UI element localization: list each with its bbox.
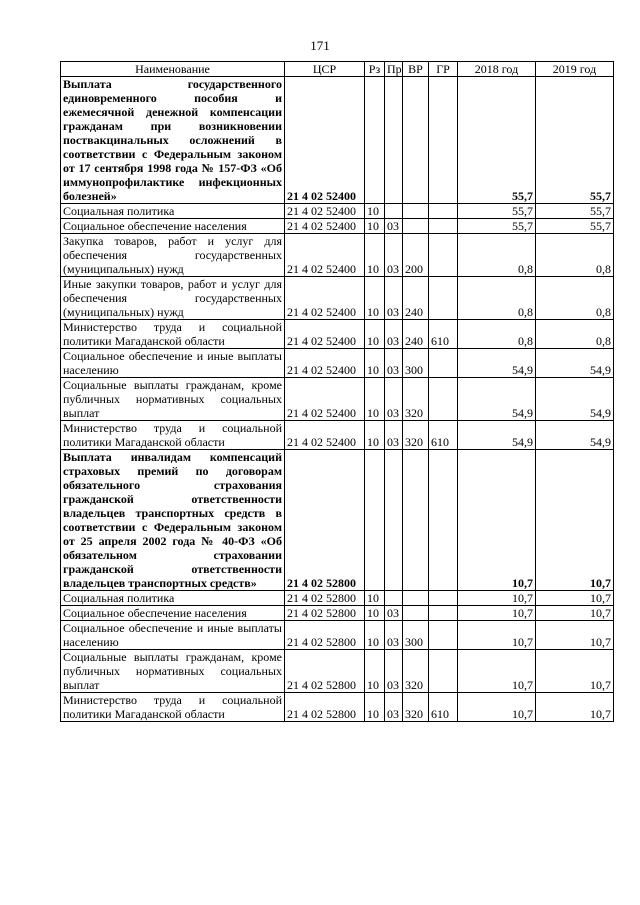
cell-2019: 10,7 [536, 621, 614, 650]
cell-csr: 21 4 02 52800 [285, 450, 365, 591]
cell-2019: 10,7 [536, 693, 614, 722]
cell-rz: 10 [365, 277, 385, 320]
cell-rz: 10 [365, 320, 385, 349]
cell-pr: 03 [385, 650, 403, 693]
cell-csr: 21 4 02 52400 [285, 378, 365, 421]
cell-pr: 03 [385, 421, 403, 450]
table-row [61, 378, 614, 421]
header-csr: ЦСР [285, 62, 365, 77]
header-2018: 2018 год [458, 62, 536, 77]
cell-gr: 610 [429, 421, 458, 450]
cell-pr: 03 [385, 693, 403, 722]
cell-name: Социальные выплаты гражданам, кроме публичных нормативных социальных выплат [61, 378, 285, 421]
cell-rz [365, 77, 385, 204]
cell-rz: 10 [365, 650, 385, 693]
cell-2018: 0,8 [458, 320, 536, 349]
table-row [61, 421, 614, 450]
cell-pr: 03 [385, 606, 403, 621]
cell-rz: 10 [365, 621, 385, 650]
cell-2019: 0,8 [536, 277, 614, 320]
table-row [61, 621, 614, 650]
table-header-row [61, 62, 614, 77]
budget-table [60, 61, 614, 722]
cell-vr [403, 204, 429, 219]
cell-csr: 21 4 02 52800 [285, 650, 365, 693]
cell-pr: 03 [385, 277, 403, 320]
cell-csr: 21 4 02 52800 [285, 693, 365, 722]
cell-rz: 10 [365, 693, 385, 722]
cell-vr: 300 [403, 349, 429, 378]
cell-gr [429, 378, 458, 421]
header-rz: Рз [365, 62, 385, 77]
cell-name: Социальные выплаты гражданам, кроме публичных нормативных социальных выплат [61, 650, 285, 693]
table-row [61, 77, 614, 204]
header-pr: Пр [385, 62, 403, 77]
cell-rz: 10 [365, 349, 385, 378]
cell-2018: 54,9 [458, 349, 536, 378]
cell-gr [429, 650, 458, 693]
header-name: Наименование [61, 62, 285, 77]
cell-2018: 55,7 [458, 77, 536, 204]
table-row [61, 349, 614, 378]
cell-name: Социальное обеспечение и иные выплаты населению [61, 349, 285, 378]
cell-vr [403, 606, 429, 621]
cell-csr: 21 4 02 52800 [285, 621, 365, 650]
table-row [61, 650, 614, 693]
cell-vr: 300 [403, 621, 429, 650]
header-gr: ГР [429, 62, 458, 77]
cell-name: Иные закупки товаров, работ и услуг для обеспечения государственных (муниципальных) нужд [61, 277, 285, 320]
cell-gr [429, 277, 458, 320]
cell-csr: 21 4 02 52800 [285, 591, 365, 606]
cell-gr [429, 234, 458, 277]
cell-pr: 03 [385, 349, 403, 378]
cell-rz: 10 [365, 234, 385, 277]
cell-csr: 21 4 02 52400 [285, 421, 365, 450]
cell-2019: 54,9 [536, 421, 614, 450]
cell-gr [429, 621, 458, 650]
cell-gr [429, 591, 458, 606]
cell-vr: 240 [403, 277, 429, 320]
cell-name: Социальное обеспечение и иные выплаты населению [61, 621, 285, 650]
cell-csr: 21 4 02 52400 [285, 277, 365, 320]
page-number: 171 [310, 38, 330, 53]
cell-csr: 21 4 02 52400 [285, 219, 365, 234]
cell-name: Министерство труда и социальной политики Магаданской области [61, 693, 285, 722]
cell-gr [429, 349, 458, 378]
header-2019: 2019 год [536, 62, 614, 77]
cell-rz: 10 [365, 378, 385, 421]
cell-rz: 10 [365, 204, 385, 219]
cell-vr: 320 [403, 421, 429, 450]
cell-rz: 10 [365, 219, 385, 234]
cell-2018: 55,7 [458, 219, 536, 234]
cell-vr: 200 [403, 234, 429, 277]
cell-2018: 0,8 [458, 234, 536, 277]
cell-pr [385, 77, 403, 204]
cell-gr [429, 219, 458, 234]
cell-name: Министерство труда и социальной политики Магаданской области [61, 421, 285, 450]
cell-vr: 320 [403, 693, 429, 722]
table-row [61, 204, 614, 219]
cell-vr [403, 77, 429, 204]
cell-rz: 10 [365, 606, 385, 621]
cell-vr: 320 [403, 378, 429, 421]
cell-gr [429, 450, 458, 591]
cell-vr [403, 219, 429, 234]
cell-2018: 54,9 [458, 378, 536, 421]
cell-csr: 21 4 02 52400 [285, 234, 365, 277]
cell-pr [385, 450, 403, 591]
cell-2019: 55,7 [536, 77, 614, 204]
cell-csr: 21 4 02 52400 [285, 77, 365, 204]
cell-vr [403, 450, 429, 591]
cell-2018: 10,7 [458, 450, 536, 591]
cell-2018: 10,7 [458, 591, 536, 606]
cell-2018: 10,7 [458, 621, 536, 650]
cell-vr: 240 [403, 320, 429, 349]
cell-gr: 610 [429, 320, 458, 349]
cell-pr [385, 204, 403, 219]
cell-name: Социальное обеспечение населения [61, 606, 285, 621]
cell-2019: 55,7 [536, 204, 614, 219]
cell-csr: 21 4 02 52400 [285, 349, 365, 378]
cell-gr [429, 77, 458, 204]
cell-name: Закупка товаров, работ и услуг для обеспечения государственных (муниципальных) нужд [61, 234, 285, 277]
header-vr: ВР [403, 62, 429, 77]
cell-2019: 10,7 [536, 591, 614, 606]
cell-csr: 21 4 02 52400 [285, 320, 365, 349]
cell-2018: 10,7 [458, 650, 536, 693]
cell-name: Социальная политика [61, 204, 285, 219]
table-row [61, 450, 614, 591]
cell-pr: 03 [385, 234, 403, 277]
cell-name: Социальная политика [61, 591, 285, 606]
cell-name: Выплата инвалидам компенсаций страховых премий по договорам обязательного страхования гражданской ответственности владельцев транспортных средств в соответствии с Федеральным законом от 25 апреля 2002 года № 40-ФЗ «Об обязательном страховании гражданской ответственности владельцев транспортных средств» [61, 450, 285, 591]
cell-2018: 10,7 [458, 606, 536, 621]
cell-name: Выплата государственного единовременного пособия и ежемесячной денежной компенсации гражданам при возникновении поствакцинальных осложнений в соответствии с Федеральным законом от 17 сентября 1998 года № 157-ФЗ «Об иммунопрофилактике инфекционных болезней» [61, 77, 285, 204]
table-row [61, 591, 614, 606]
cell-vr: 320 [403, 650, 429, 693]
table-row [61, 277, 614, 320]
cell-gr [429, 606, 458, 621]
cell-rz: 10 [365, 591, 385, 606]
cell-pr [385, 591, 403, 606]
cell-2018: 54,9 [458, 421, 536, 450]
cell-vr [403, 591, 429, 606]
table-row [61, 693, 614, 722]
table-body [61, 77, 614, 722]
cell-2019: 10,7 [536, 650, 614, 693]
cell-2019: 55,7 [536, 219, 614, 234]
cell-2018: 55,7 [458, 204, 536, 219]
cell-pr: 03 [385, 320, 403, 349]
table-row [61, 234, 614, 277]
cell-2019: 0,8 [536, 320, 614, 349]
cell-pr: 03 [385, 621, 403, 650]
cell-rz [365, 450, 385, 591]
cell-2019: 54,9 [536, 349, 614, 378]
table-row [61, 320, 614, 349]
cell-2018: 0,8 [458, 277, 536, 320]
cell-2019: 54,9 [536, 378, 614, 421]
cell-name: Министерство труда и социальной политики Магаданской области [61, 320, 285, 349]
cell-2019: 0,8 [536, 234, 614, 277]
cell-gr [429, 204, 458, 219]
cell-csr: 21 4 02 52800 [285, 606, 365, 621]
cell-pr: 03 [385, 219, 403, 234]
table-row [61, 219, 614, 234]
cell-pr: 03 [385, 378, 403, 421]
cell-name: Социальное обеспечение населения [61, 219, 285, 234]
table-row [61, 606, 614, 621]
cell-2018: 10,7 [458, 693, 536, 722]
cell-csr: 21 4 02 52400 [285, 204, 365, 219]
cell-gr: 610 [429, 693, 458, 722]
cell-2019: 10,7 [536, 606, 614, 621]
cell-2019: 10,7 [536, 450, 614, 591]
cell-rz: 10 [365, 421, 385, 450]
